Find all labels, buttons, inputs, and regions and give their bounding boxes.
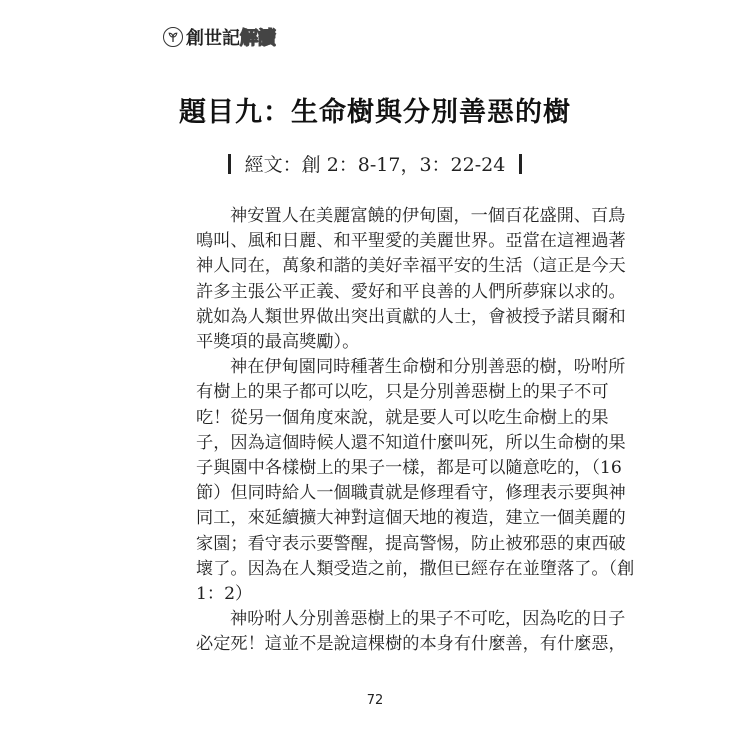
paragraph <box>196 204 626 355</box>
text-line: 壞了。因為在人類受造之前，撒但已經存在並墮落了。（創 <box>196 558 635 579</box>
right-bar-divider <box>519 154 522 174</box>
scripture-reference <box>0 150 750 177</box>
sprout-in-circle-icon <box>163 27 183 47</box>
text-line: 1：2） <box>196 584 253 605</box>
text-line: 神人同在，萬象和諧的美好幸福平安的生活（這正是今天 <box>196 256 626 277</box>
text-line: 神在伊甸園同時種著生命樹和分別善惡的樹，吩咐所 <box>230 357 626 378</box>
text-line: 同工，來延續擴大神對這個天地的複造，建立一個美麗的 <box>196 508 626 529</box>
body-text <box>196 204 635 658</box>
text-line: 神安置人在美麗富饒的伊甸園，一個百花盛開、百鳥 <box>230 206 626 226</box>
book-title-accent: 解讀 <box>240 28 276 49</box>
text-line: 家園；看守表示要警醒，提高警惕，防止被邪惡的東西破 <box>196 533 626 554</box>
text-line: 必定死！這並不是說這棵樹的本身有什麼善，有什麼惡， <box>196 634 626 655</box>
text-line: 平獎項的最高獎勵）。 <box>196 332 360 353</box>
text-line: 神吩咐人分別善惡樹上的果子不可吃，因為吃的日子 <box>230 609 626 630</box>
text-line: 有樹上的果子都可以吃，只是分別善惡樹上的果子不可 <box>196 382 609 403</box>
paragraph <box>196 355 635 607</box>
book-title: 創世記 <box>186 28 240 49</box>
text-line: 吃！從另一個角度來說，就是要人可以吃生命樹上的果 <box>196 407 609 428</box>
running-head <box>163 24 276 50</box>
text-line: 節）但同時給人一個職責就是修理看守，修理表示要與神 <box>196 483 626 504</box>
text-line: 子與園中各樣樹上的果子一樣，都是可以隨意吃的，（16 <box>196 458 622 479</box>
page-number: 72 <box>366 693 384 708</box>
chapter-title: 題目九：生命樹與分別善惡的樹 <box>179 97 571 128</box>
text-line: 鳴叫、風和日麗、和平聖愛的美麗世界。亞當在這裡過著 <box>196 231 626 252</box>
left-bar-divider <box>228 154 231 174</box>
text-line: 子，因為這個時候人還不知道什麼叫死，所以生命樹的果 <box>196 432 626 453</box>
text-line: 許多主張公平正義、愛好和平良善的人們所夢寐以求的。 <box>196 281 626 302</box>
text-line: 就如為人類世界做出突出貢獻的人士，會被授予諾貝爾和 <box>196 306 626 327</box>
scripture-reference-text: 經文：創 2：8-17，3：22-24 <box>244 154 506 176</box>
paragraph <box>196 607 626 657</box>
